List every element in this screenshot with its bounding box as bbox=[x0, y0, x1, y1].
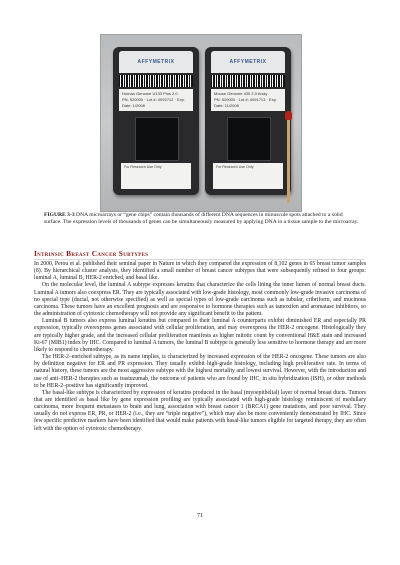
chip-brand: AFFYMETRIX bbox=[119, 51, 193, 73]
paragraph: The HER-2–enriched subtype, as its name implies, is characterized by increased expression of the HER-2 oncogene. These tumors are also by definition negative for ER and PR expression. They usually exhibit high-grade histology, including high proliferative rate. In terms of natural history, these tumors are the most aggressive subtype with the highest mortality and lowest survival. However, with the introduction and use of anti–HER-2 therapies such as trastuzumab, the outcome of patients who are found by IHC, in situ hybridization (ISH), or other methods to be HER-2–positive has significantly improved. bbox=[34, 354, 366, 389]
match-stick bbox=[287, 117, 290, 203]
section-heading: Intrinsic Breast Cancer Subtypes bbox=[34, 249, 364, 260]
array-surface bbox=[135, 117, 179, 161]
chip-lot-info: PN: 520000 · Lot #: 4091713 · Exp. Date: 11/2008 bbox=[214, 97, 277, 108]
chip-brand: AFFYMETRIX bbox=[211, 51, 285, 73]
chip-label: For Research Use Only bbox=[121, 163, 191, 189]
chip-info bbox=[211, 89, 285, 111]
chip-title: Mouse Genome 430 2.0 Array bbox=[214, 91, 268, 96]
gene-chip-right bbox=[205, 47, 291, 195]
gene-chip-left bbox=[113, 47, 199, 195]
microarray-photo bbox=[100, 34, 302, 212]
chip-label: For Research Use Only bbox=[213, 163, 283, 189]
array-surface bbox=[227, 117, 271, 161]
chip-info bbox=[119, 89, 193, 111]
paragraph: The basal-like subtype is characterized by expression of keratins produced in the basal (myoepithelial) layer of normal breast ducts. Tumors that are identified as basal like by gene expression profiling are typically associated with high-grade histology reminiscent of medullary carcinoma, more frequent metastases to brain and lung, association with breast cancer 1 (BRCA1) gene mutations, and poor survival. They usually do not express ER, PR, or HER-2 (i.e., they are “triple negative”), which may also be more conveniently demonstrated by IHC. Since few specific predictive markers have been identified that would make patients with basal-like tumors eligible for targeted therapy, they are often left with the option of cytotoxic chemotherapy. bbox=[34, 389, 366, 432]
paragraph: On the molecular level, the luminal A subtype expresses keratins that characterize the cells lining the inner lumen of normal breast ducts. Luminal A tumors also coexpress ER. They are typically associated with low-grade histology, most commonly low-grade invasive carcinoma of no special type (ductal, not otherwise specified) as well as special types of low-grade carcinoma such as tubular, cribriform, and mucinous carcinoma. These tumors have an excellent prognosis and are responsive to hormone therapies such as tamoxifen and aromatase inhibitors, so the administration of cytotoxic chemotherapy will not provide any significant benefit to the patient. bbox=[34, 282, 366, 318]
barcode-icon bbox=[211, 75, 285, 87]
match-head bbox=[285, 111, 292, 120]
page-number: 71 bbox=[197, 513, 203, 519]
body-text bbox=[34, 261, 366, 433]
chip-lot-info: PN: 520000 · Lot #: 4092712 · Exp. Date: 1/2008 bbox=[122, 97, 185, 108]
chip-title: Human Genome U133 Plus 2.0 bbox=[122, 91, 178, 96]
figure-caption bbox=[44, 212, 360, 226]
paragraph: Luminal B tumors also express luminal keratins but compared to their luminal A counterparts exhibit diminished ER and especially PR expression, typically overexpress genes associated with cellular proliferation, and may overexpress the HER-2 oncogene. Histologically they are typically higher grade, and the increased cellular proliferation manifests as higher mitotic count by conventional H&E stain and increased Ki-67 (MIB1) index by IHC. Compared to luminal A tumors, the luminal B subtype is generally less sensitive to hormone therapy and are more likely to respond to chemotherapy. bbox=[34, 318, 366, 353]
barcode-icon bbox=[119, 75, 193, 87]
caption-text: DNA microarrays or “gene chips” contain thousands of different DNA sequences in minuscule spots attached to a solid surface. The expression levels of thousands of genes can be simultaneously measured by applying DNA in a tissue sample to the microarray. bbox=[44, 212, 359, 225]
paragraph: In 2000, Perou et al. published their seminal paper in Nature in which they compared the expression of 8,102 genes in 65 breast tumor samples (8). By hierarchical cluster analysis, they identified a small number of breast cancer subtypes that were subsequently refined to four groups: luminal A, luminal B, HER-2 enriched, and basal like. bbox=[34, 261, 366, 282]
caption-label: FIGURE 3-3 bbox=[44, 212, 75, 218]
